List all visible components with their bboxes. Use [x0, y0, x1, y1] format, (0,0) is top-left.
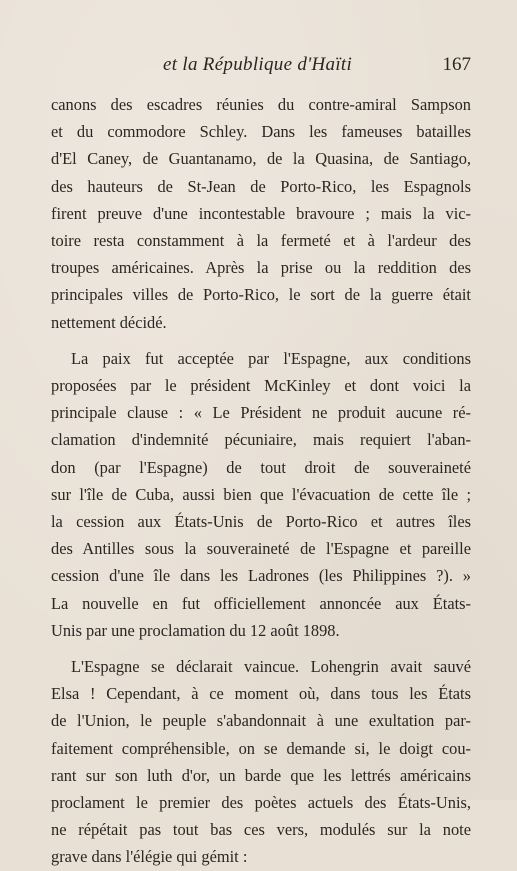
text-line: et du commodore Schley. Dans les fameuses batailles	[51, 122, 471, 142]
page-number: 167	[442, 54, 471, 75]
text-line: don (par l'Espagne) de tout droit de souveraineté	[51, 457, 471, 477]
running-head: et la République d'Haïti	[163, 54, 353, 75]
text-line: de l'Union, le peuple s'abandonnait à une exultation par-	[51, 711, 471, 731]
text-line: proclament le premier des poètes actuels des États-Unis,	[51, 793, 471, 813]
text-line: proposées par le président McKinley et dont voici la	[51, 376, 471, 396]
text-line: clamation d'indemnité pécuniaire, mais requiert l'aban-	[51, 430, 471, 450]
paragraph-2	[51, 345, 471, 644]
text-line: toire resta constamment à la fermeté et à l'ardeur des	[51, 231, 471, 251]
text-line: rant sur son luth d'or, un barde que les lettrés américains	[51, 765, 471, 785]
text-line: principales villes de Porto-Rico, le sort de la guerre était	[51, 285, 471, 305]
text-line: canons des escadres réunies du contre-amiral Sampson	[51, 95, 471, 114]
text-line: des Antilles sous la souveraineté de l'Espagne et pareille	[51, 539, 471, 559]
page-header	[51, 50, 471, 80]
text-line: principale clause : « Le Président ne produit aucune ré-	[51, 403, 471, 423]
paragraph-3	[51, 653, 471, 871]
text-line: La paix fut acceptée par l'Espagne, aux conditions	[71, 348, 471, 368]
text-line: nettement décidé.	[51, 312, 167, 332]
text-line: L'Espagne se déclarait vaincue. Lohengrin avait sauvé	[71, 657, 471, 677]
body-text	[51, 91, 471, 871]
text-line: grave dans l'élégie qui gémit :	[51, 847, 248, 867]
paragraph-1	[51, 91, 471, 336]
text-line: La nouvelle en fut officiellement annoncée aux États-	[51, 593, 471, 613]
text-line: firent preuve d'une incontestable bravoure ; mais la vic-	[51, 203, 471, 223]
text-line: la cession aux États-Unis de Porto-Rico et autres îles	[51, 512, 471, 532]
text-line: des hauteurs de St-Jean de Porto-Rico, les Espagnols	[51, 176, 471, 196]
paragraph-gap	[51, 336, 471, 345]
text-line: Unis par une proclamation du 12 août 1898.	[51, 620, 340, 640]
text-line: sur l'île de Cuba, aussi bien que l'évacuation de cette île ;	[51, 484, 471, 504]
text-line: troupes américaines. Après la prise ou la reddition des	[51, 258, 471, 278]
text-line: d'El Caney, de Guantanamo, de la Quasina, de Santiago,	[51, 149, 471, 169]
text-line: ne répétait pas tout bas ces vers, modulés sur la note	[51, 820, 471, 840]
text-line: cession d'une île dans les Ladrones (les Philippines ?). »	[51, 566, 471, 586]
text-line: Elsa ! Cependant, à ce moment où, dans tous les États	[51, 684, 471, 704]
paragraph-gap	[51, 644, 471, 653]
text-line: faitement compréhensible, on se demande si, le doigt cou-	[51, 738, 471, 758]
